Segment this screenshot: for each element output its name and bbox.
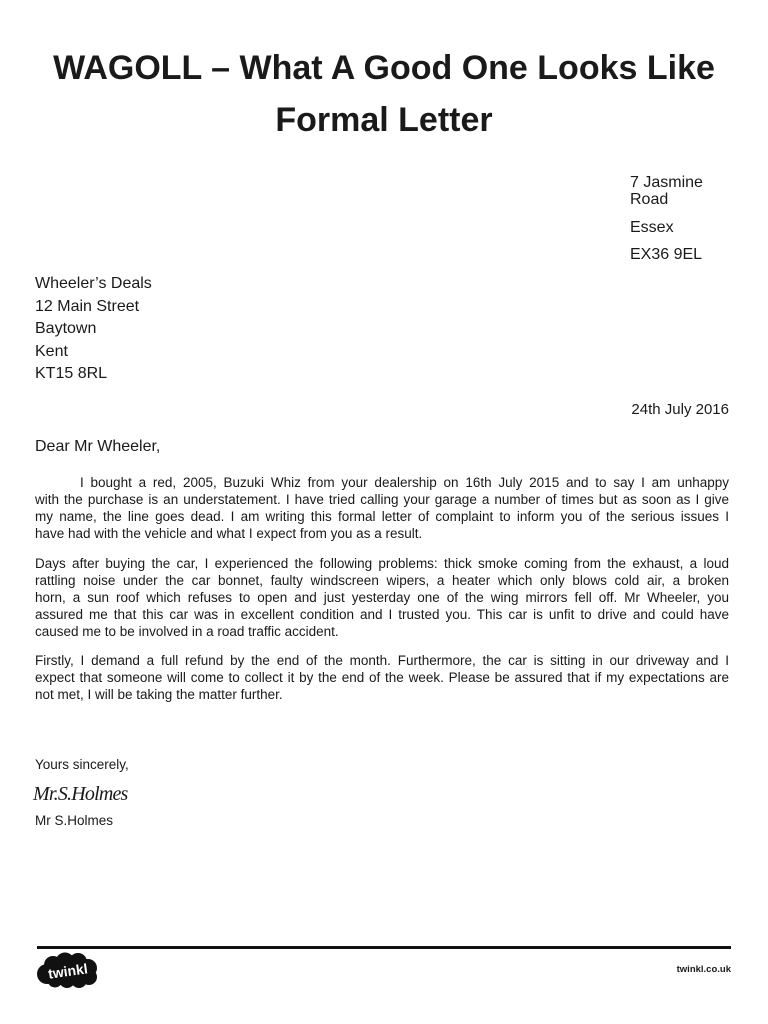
recipient-address	[35, 273, 152, 386]
sender-address-line: Essex	[630, 218, 674, 236]
body-line: caused me to be involved in a road traffic accident.	[35, 623, 339, 639]
sender-address-line: 7 Jasmine Road	[630, 174, 703, 208]
body-line: my name, the line goes dead. I am writing this formal letter of complaint to inform you of the serious issues I	[35, 509, 729, 524]
body-line: assured me that this car was in excellent condition and I trusted you. This car is unfit to drive and could have	[35, 606, 729, 622]
signature: Mr.S.Holmes	[33, 783, 128, 805]
website-url: twinkl.co.uk	[676, 964, 731, 975]
body-line: rattling noise under the car bonnet, faulty windscreen wipers, a heater which only blows cold air, a broken	[35, 572, 729, 588]
signed-name: Mr S.Holmes	[35, 812, 114, 828]
body-paragraph	[35, 474, 729, 542]
body-paragraph	[35, 652, 729, 703]
footer-rule	[37, 946, 731, 949]
body-line: Firstly, I demand a full refund by the end of the month. Furthermore, the car is sitting in our driveway and I	[35, 653, 729, 668]
letter-body	[35, 474, 729, 716]
salutation: Dear Mr Wheeler,	[35, 438, 161, 455]
body-line: have had with the vehicle and what I expect from you as a result.	[35, 526, 423, 541]
recipient-address-line: Baytown	[35, 320, 97, 337]
sender-address-line: EX36 9EL	[630, 246, 703, 263]
recipient-address-line: 12 Main Street	[35, 297, 140, 315]
page-title: WAGOLL – What A Good One Looks Like	[53, 49, 715, 87]
body-line: horn, a sun roof which refuses to open and just yesterday one of the wing mirrors fell off. Mr Wheeler, you	[35, 589, 729, 605]
twinkl-logo	[36, 952, 98, 988]
title-block	[0, 42, 768, 146]
body-line: I bought a red, 2005, Buzuki Whiz from your dealership on 16th July 2015 and to say I am unhappy	[80, 475, 729, 490]
recipient-address-line: Wheeler’s Deals	[35, 275, 152, 292]
closing: Yours sincerely,	[35, 756, 129, 772]
sender-address	[630, 174, 730, 274]
body-line: expect that someone will come to collect it by the end of the week. Please be assured that if my expectations are	[35, 670, 729, 685]
letter-date: 24th July 2016	[631, 401, 729, 418]
body-paragraph	[35, 555, 729, 640]
page-subtitle: Formal Letter	[275, 101, 493, 139]
body-line: not met, I will be taking the matter further.	[35, 687, 283, 702]
recipient-address-line: Kent	[35, 342, 68, 360]
body-line: Days after buying the car, I experienced the following problems: thick smoke coming from the exhaust, a loud	[35, 555, 729, 571]
logo-text: twinkl	[47, 960, 89, 982]
recipient-address-line: KT15 8RL	[35, 365, 108, 382]
body-line: with the purchase is an understatement. I have tried calling your garage a number of times but as soon as I give	[35, 492, 729, 507]
